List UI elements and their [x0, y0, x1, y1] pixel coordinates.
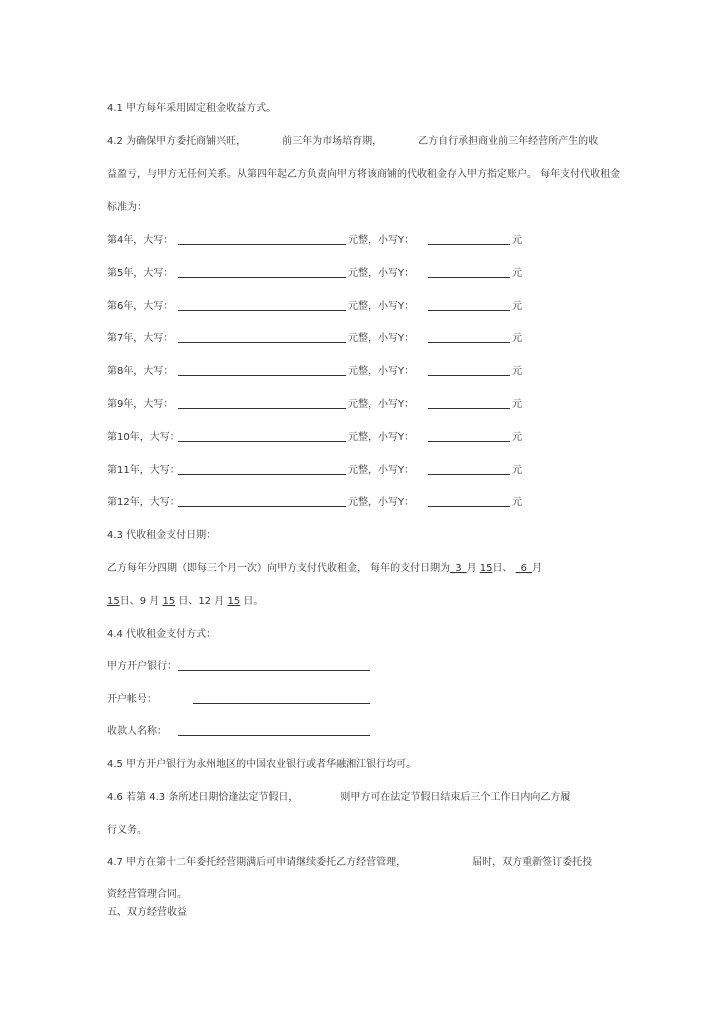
yuan-label: 元 [512, 399, 522, 410]
rent-mid-label: 元整，小写Y： [348, 267, 415, 279]
amount-words-blank[interactable] [178, 300, 346, 311]
amount-words-blank[interactable] [178, 431, 346, 442]
day-4: 15 [227, 596, 241, 607]
rent-year-label: 第6年，大写： [107, 300, 174, 312]
yuan-label: 元 [512, 300, 522, 312]
amount-number-blank[interactable] [428, 300, 510, 311]
month-2: _6_ [515, 563, 533, 574]
clause-4-3-text: 乙方每年分四期（即每三个月一次）向甲方支付代收租金， 每年的支付日期为 [107, 563, 451, 574]
amount-number-blank[interactable] [428, 332, 510, 343]
clause-4-7-a: 4.7 甲方在第十二年委托经营期满后可申请继续委托乙方经营管理， [107, 857, 407, 868]
clause-4-2-line3: 标准为： [107, 202, 147, 213]
amount-words-blank[interactable] [178, 464, 346, 475]
yuan-label: 元 [512, 366, 522, 378]
bank-blank[interactable] [178, 660, 370, 671]
rent-mid-label: 元整，小写Y： [348, 399, 415, 410]
yuan-label: 元 [512, 497, 522, 509]
clause-4-2-a: 4.2 为确保甲方委托商铺兴旺， [107, 136, 247, 147]
clause-4-1: 4.1 甲方每年采用固定租金收益方式。 [107, 103, 277, 114]
amount-number-blank[interactable] [428, 234, 510, 245]
amount-words-blank[interactable] [178, 398, 346, 409]
day-1: 15 [479, 563, 493, 574]
amount-number-blank[interactable] [428, 464, 510, 475]
amount-words-blank[interactable] [178, 234, 346, 245]
clause-4-2-line1 [107, 136, 598, 148]
account-label: 开户帐号： [107, 694, 157, 705]
clause-4-2-c: 乙方自行承担商业前三年经营所产生的收 [418, 136, 599, 147]
month-label: 月 [532, 563, 543, 574]
clause-4-6-line1 [107, 792, 570, 804]
yuan-label: 元 [512, 431, 522, 443]
clause-4-6-a: 4.6 若第 4.3 条所述日期恰逢法定节假日， [107, 792, 299, 803]
clause-4-3-line1 [107, 563, 542, 575]
payee-blank[interactable] [178, 725, 370, 736]
clause-4-7-line2: 资经营管理合同。 [107, 889, 187, 900]
amount-number-blank[interactable] [428, 365, 510, 376]
clause-4-6-line2: 行义务。 [107, 825, 147, 836]
amount-words-blank[interactable] [178, 332, 346, 343]
account-blank[interactable] [193, 693, 370, 704]
date-text: 日、12 月 [175, 596, 225, 607]
rent-mid-label: 元整，小写Y： [348, 464, 415, 476]
amount-number-blank[interactable] [428, 431, 510, 442]
clause-4-6-b: 则甲方可在法定节假日结束后三个工作日内向乙方履 [340, 792, 571, 803]
rent-mid-label: 元整，小写Y： [348, 497, 415, 509]
rent-mid-label: 元整，小写Y： [348, 366, 415, 378]
date-text: 日、9 月 [119, 596, 160, 607]
clause-4-7-line1 [107, 857, 592, 869]
rent-mid-label: 元整，小写Y： [348, 333, 415, 345]
clause-4-3-line2 [107, 596, 263, 608]
day-3: 15 [162, 596, 176, 607]
rent-year-label: 第11年，大写： [107, 464, 180, 476]
clause-4-7-b: 届时，双方重新签订委托投 [472, 857, 593, 868]
date-text: 日。 [240, 596, 264, 607]
rent-mid-label: 元整，小写Y： [348, 431, 415, 443]
clause-4-4-title: 4.4 代收租金支付方式： [107, 629, 217, 640]
clause-4-5: 4.5 甲方开户银行为永州地区的中国农业银行或者华融湘江银行均可。 [107, 759, 417, 770]
amount-words-blank[interactable] [178, 267, 346, 278]
day-label: 日、 [492, 563, 513, 574]
bank-label: 甲方开户银行： [107, 661, 177, 672]
payee-label: 收款人名称： [107, 726, 167, 737]
yuan-label: 元 [512, 333, 522, 345]
rent-year-label: 第10年，大写： [107, 431, 180, 443]
rent-year-label: 第7年，大写： [107, 333, 174, 345]
day-2: 15 [107, 596, 120, 607]
yuan-label: 元 [512, 235, 522, 246]
amount-words-blank[interactable] [178, 496, 346, 507]
clause-4-3-title: 4.3 代收租金支付日期： [107, 530, 217, 541]
rent-mid-label: 元整，小写Y： [348, 235, 415, 246]
month-label: 月 [466, 563, 477, 574]
rent-year-label: 第9年，大写： [107, 399, 174, 410]
rent-year-label: 第5年，大写： [107, 267, 174, 279]
amount-number-blank[interactable] [428, 398, 510, 409]
clause-4-2-b: 前三年为市场培育期， [282, 136, 383, 147]
rent-mid-label: 元整，小写Y： [348, 300, 415, 312]
rent-year-label: 第4年，大写： [107, 235, 174, 246]
amount-words-blank[interactable] [178, 365, 346, 376]
month-1: _3_ [450, 563, 467, 574]
yuan-label: 元 [512, 464, 522, 476]
yuan-label: 元 [512, 267, 522, 279]
section-5-heading: 五、双方经营收益 [107, 907, 187, 918]
amount-number-blank[interactable] [428, 267, 510, 278]
rent-year-label: 第12年，大写： [107, 497, 180, 509]
clause-4-2-line2: 益盈亏，与甲方无任何关系。从第四年起乙方负责向甲方将该商铺的代收租金存入甲方指定账户。 每年支付代收租金 [107, 169, 621, 180]
amount-number-blank[interactable] [428, 496, 510, 507]
rent-year-label: 第8年，大写： [107, 366, 174, 378]
